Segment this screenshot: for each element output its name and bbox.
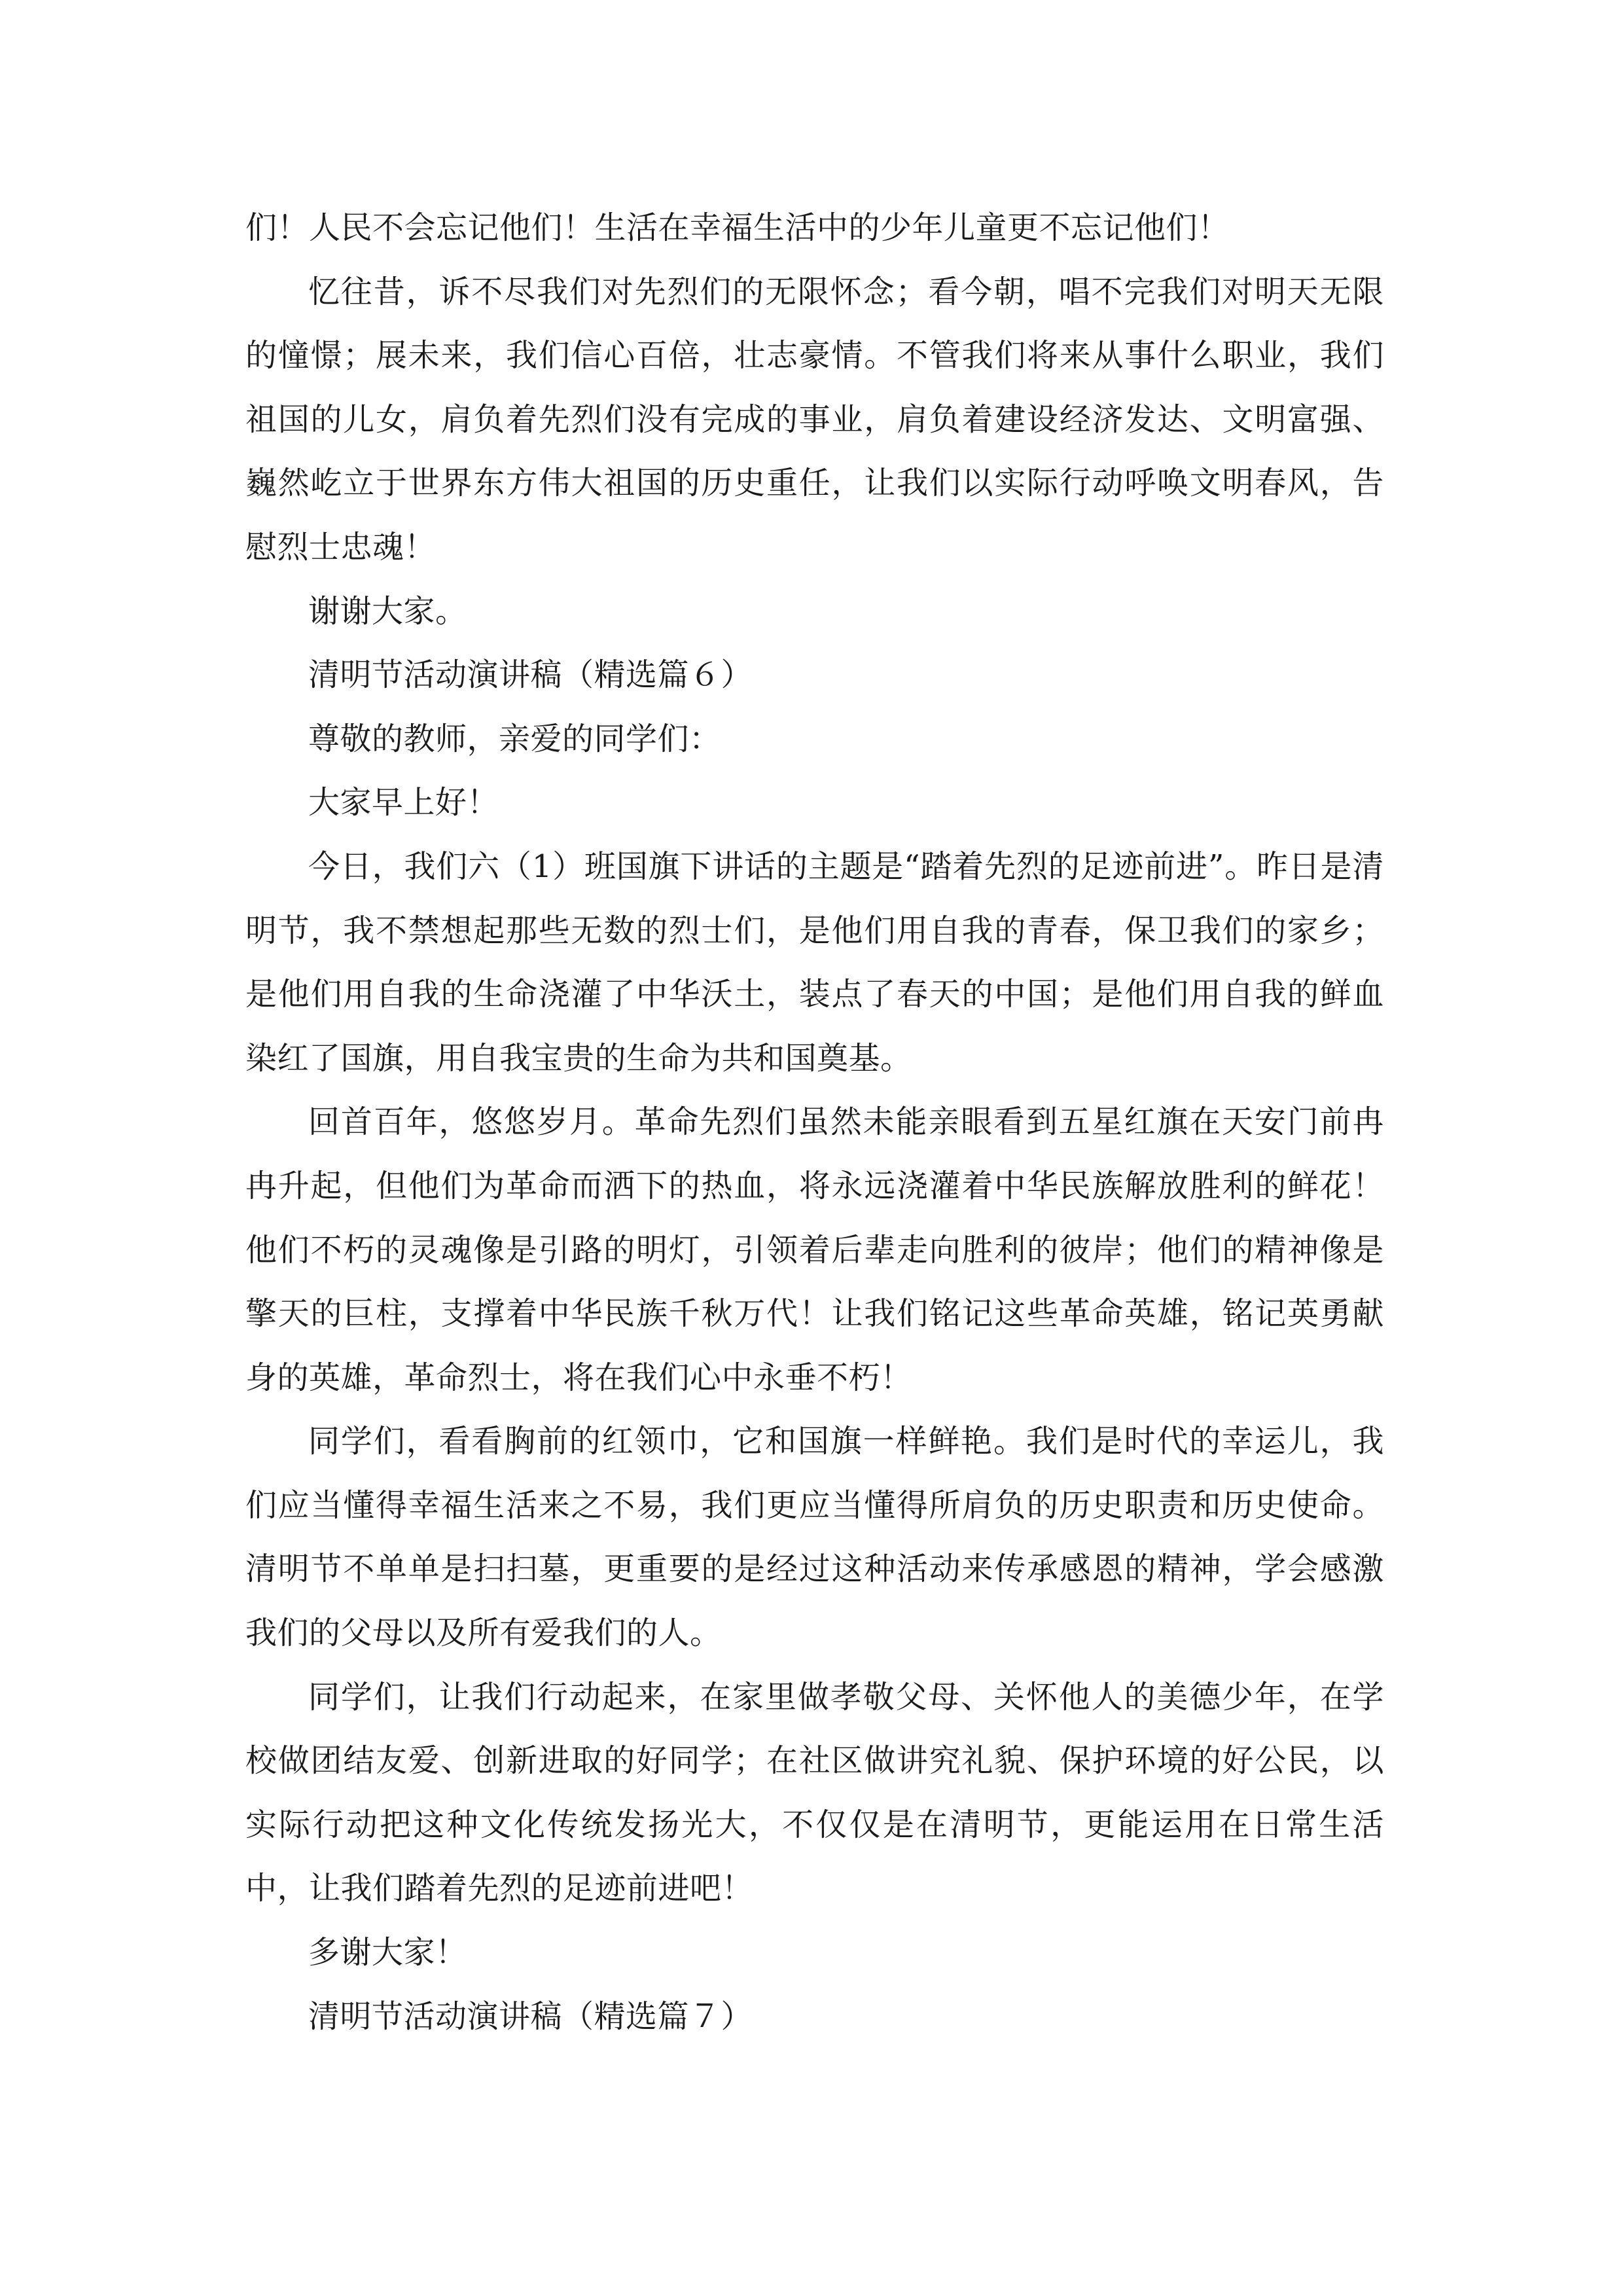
paragraph-look-back: 回首百年，悠悠岁月。革命先烈们虽然未能亲眼看到五星红旗在天安门前冉冉升起，但他们为革命而洒下的热血，将永远浇灌着中华民族解放胜利的鲜花！他们不朽的灵魂像是引路的明灯，引领着后辈走向胜利的彼岸；他们的精神像是擎天的巨柱，支撑着中华民族千秋万代！让我们铭记这些革命英雄，铭记英勇献身的英雄，革命烈士，将在我们心中永垂不朽！	[245, 1103, 1384, 1396]
paragraph-closing-thanks: 多谢大家！	[308, 1934, 467, 1971]
paragraph-red-scarf: 同学们，看看胸前的红领巾，它和国旗一样鲜艳。我们是时代的幸运儿，我们应当懂得幸福生活来之不易，我们更应当懂得所肩负的历史职责和历史使命。清明节不单单是扫扫墓，更重要的是经过这种活动来传承感恩的精神，学会感激我们的父母以及所有爱我们的人。	[245, 1423, 1384, 1652]
paragraph-call-to-action: 同学们，让我们行动起来，在家里做孝敬父母、关怀他人的美德少年，在学校做团结友爱、创新进取的好同学；在社区做讲究礼貌、保护环境的好公民，以实际行动把这种文化传统发扬光大，不仅仅是在清明节，更能运用在日常生活中，让我们踏着先烈的足迹前进吧！	[245, 1678, 1384, 1907]
section-heading-7: 清明节活动演讲稿（精选篇７）	[308, 1998, 753, 2035]
section-heading-6: 清明节活动演讲稿（精选篇６）	[308, 656, 753, 694]
paragraph-greeting: 大家早上好！	[308, 784, 499, 821]
paragraph-salutation: 尊敬的教师，亲爱的同学们：	[308, 720, 721, 757]
paragraph-continuation: 们！人民不会忘记他们！生活在幸福生活中的少年儿童更不忘记他们！	[245, 209, 1230, 246]
paragraph-thanks: 谢谢大家。	[308, 592, 467, 630]
paragraph-recall-past: 忆往昔，诉不尽我们对先烈们的无限怀念；看今朝，唱不完我们对明天无限的憧憬；展未来，我们信心百倍，壮志豪情。不管我们将来从事什么职业，我们祖国的儿女，肩负着先烈们没有完成的事业，肩负着建设经济发达、文明富强、巍然屹立于世界东方伟大祖国的历史重任，让我们以实际行动呼唤文明春风，告慰烈士忠魂！	[245, 273, 1384, 565]
paragraph-topic: 今日，我们六（1）班国旗下讲话的主题是“踏着先烈的足迹前进”。昨日是清明节，我不禁想起那些无数的烈士们，是他们用自我的青春，保卫我们的家乡；是他们用自我的生命浇灌了中华沃土，装点了春天的中国；是他们用自我的鲜血染红了国旗，用自我宝贵的生命为共和国奠基。	[245, 848, 1384, 1077]
document-body	[245, 196, 1384, 2049]
